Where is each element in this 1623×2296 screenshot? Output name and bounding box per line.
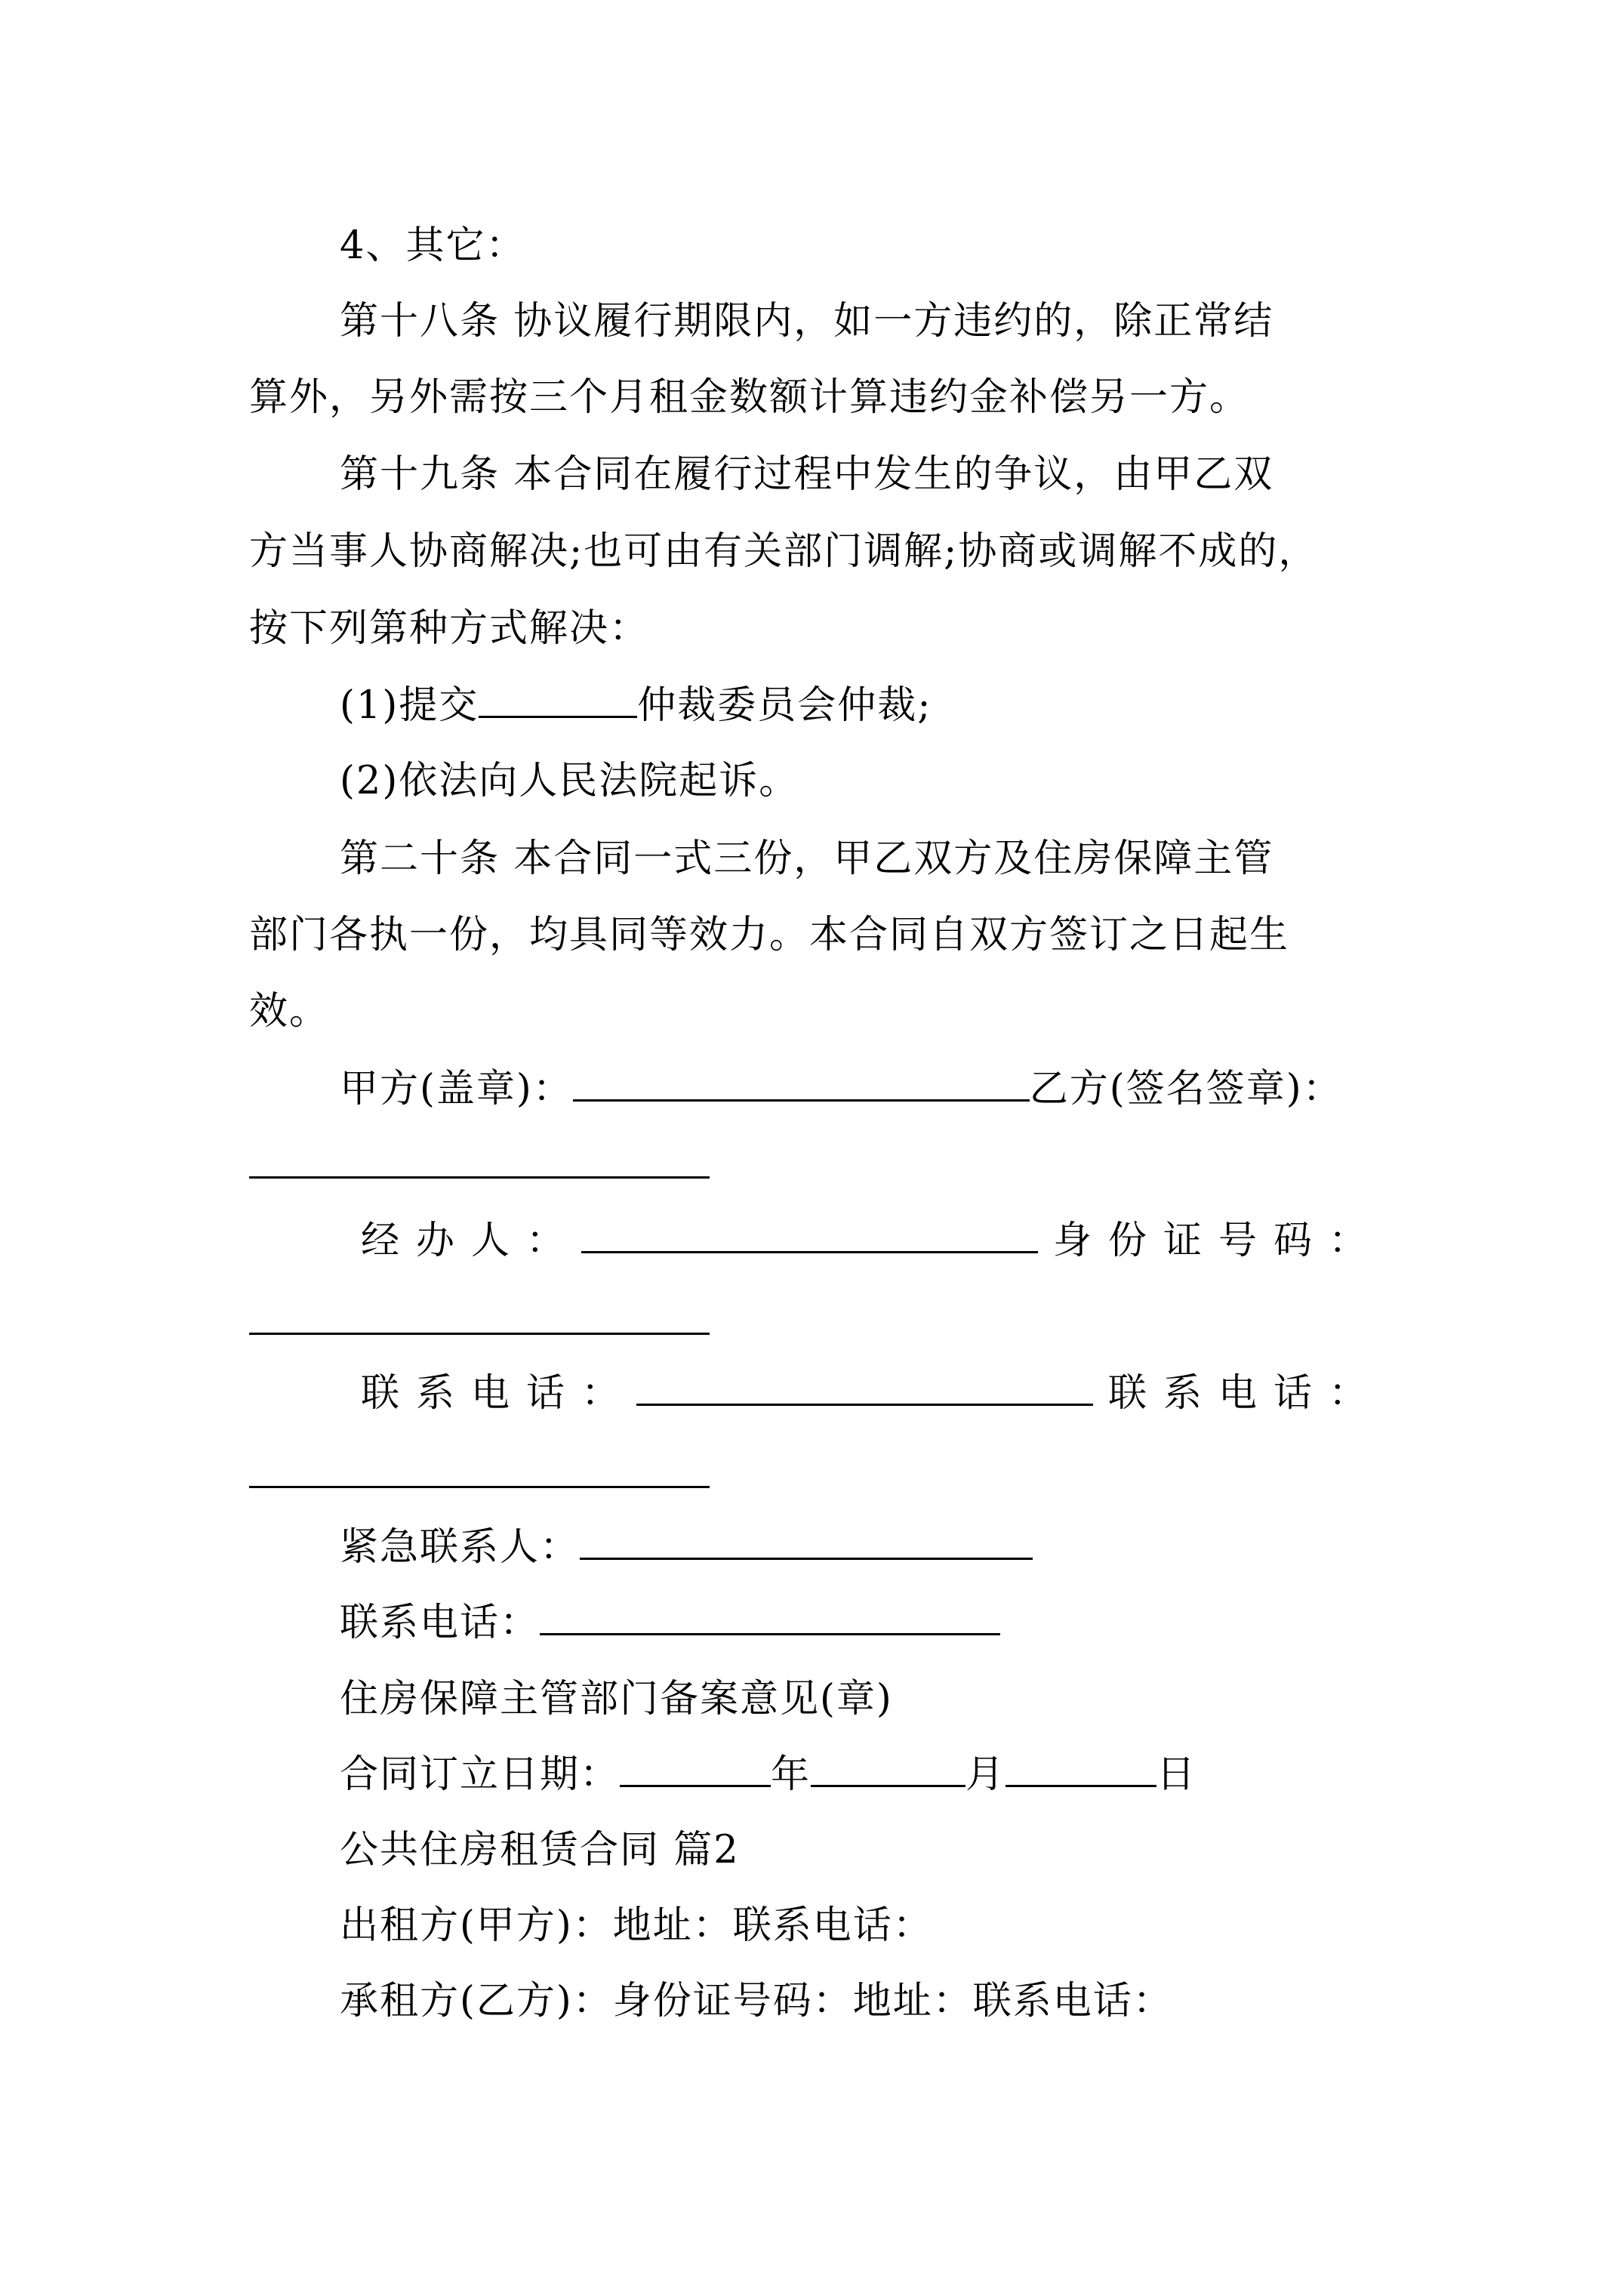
- text-line: 方当事人协商解决;也可由有关部门调解;协商或调解不成的，: [249, 529, 1319, 574]
- text-line: 仲裁委员会仲裁;: [637, 683, 932, 728]
- paragraph-other: [249, 208, 1389, 285]
- phone-b-line[interactable]: [249, 1486, 710, 1488]
- text-line: 效。: [249, 989, 330, 1034]
- text-line: 部门各执一份，均具同等效力。本合同自双方签订之日起生: [249, 913, 1290, 957]
- handler-row: [249, 1203, 1389, 1280]
- article-19-line1: [249, 436, 1389, 513]
- article-20-line1: [249, 821, 1389, 898]
- article-19-line3: [249, 590, 1389, 667]
- handler-blank[interactable]: [581, 1216, 1038, 1253]
- lessee-line: [249, 1963, 1389, 2040]
- id-number-label: 身份证号码：: [1053, 1219, 1384, 1263]
- text-line: 第二十条 本合同一式三份，甲乙双方及住房保障主管: [340, 837, 1274, 881]
- month-blank[interactable]: [811, 1750, 965, 1787]
- party-a-signature-blank[interactable]: [573, 1065, 1030, 1102]
- contract-date-label: 合同订立日期：: [340, 1752, 621, 1797]
- year-label: 年: [771, 1752, 812, 1797]
- text-line: 算外，另外需按三个月租金数额计算违约金补偿另一方。: [249, 375, 1250, 420]
- text-line: 公共住房租赁合同 篇2: [340, 1828, 740, 1872]
- text-line: 承租方(乙方)：身份证号码：地址：联系电话：: [340, 1979, 1173, 2023]
- party-b-signature-line[interactable]: [249, 1176, 710, 1179]
- text-line: (2)依法向人民法院起诉。: [340, 759, 799, 803]
- signature-row: [249, 1051, 1389, 1128]
- article-20-line3: [249, 973, 1389, 1050]
- day-blank[interactable]: [1006, 1750, 1156, 1787]
- contract-date-row: [249, 1737, 1389, 1814]
- article-20-line2: [249, 897, 1389, 974]
- article-18-line2: [249, 359, 1389, 436]
- arbitration-blank[interactable]: [479, 681, 637, 718]
- emergency-contact-label: 紧急联系人：: [340, 1525, 581, 1570]
- phone-a-blank[interactable]: [636, 1369, 1093, 1406]
- text-line: 4、其它：: [340, 223, 526, 268]
- filing-opinion: [249, 1661, 1389, 1738]
- phone-label-b: 联系电话：: [1108, 1371, 1384, 1416]
- party-b-label: 乙方(签名签章)：: [1029, 1067, 1343, 1111]
- year-blank[interactable]: [620, 1750, 771, 1787]
- text-line: 按下列第种方式解决：: [249, 606, 650, 651]
- text-line: 出租方(甲方)：地址：联系电话：: [340, 1903, 933, 1948]
- option-court: [249, 743, 1389, 820]
- emergency-phone-blank[interactable]: [540, 1598, 1000, 1635]
- day-label: 日: [1156, 1752, 1197, 1797]
- emergency-contact-row: [249, 1509, 1389, 1586]
- emergency-phone-label: 联系电话：: [340, 1601, 540, 1645]
- option-arbitration: [249, 667, 1389, 744]
- section-title: [249, 1812, 1389, 1889]
- text-line: 住房保障主管部门备案意见(章): [340, 1677, 893, 1721]
- emergency-contact-blank[interactable]: [580, 1523, 1033, 1560]
- emergency-phone-row: [249, 1585, 1389, 1662]
- text-line: 第十九条 本合同在履行过程中发生的争议，由甲乙双: [340, 452, 1274, 497]
- party-a-label: 甲方(盖章)：: [340, 1067, 573, 1111]
- article-19-line2: [249, 513, 1389, 590]
- month-label: 月: [965, 1752, 1006, 1797]
- id-number-line[interactable]: [249, 1333, 710, 1335]
- phone-row: [249, 1355, 1389, 1432]
- text-line: 第十八条 协议履行期限内，如一方违约的，除正常结: [340, 299, 1274, 344]
- article-18-line1: [249, 283, 1389, 360]
- lessor-line: [249, 1888, 1389, 1965]
- handler-label: 经办人：: [361, 1219, 582, 1263]
- phone-label-a: 联系电话：: [361, 1371, 637, 1416]
- text-line: (1)提交: [340, 683, 479, 728]
